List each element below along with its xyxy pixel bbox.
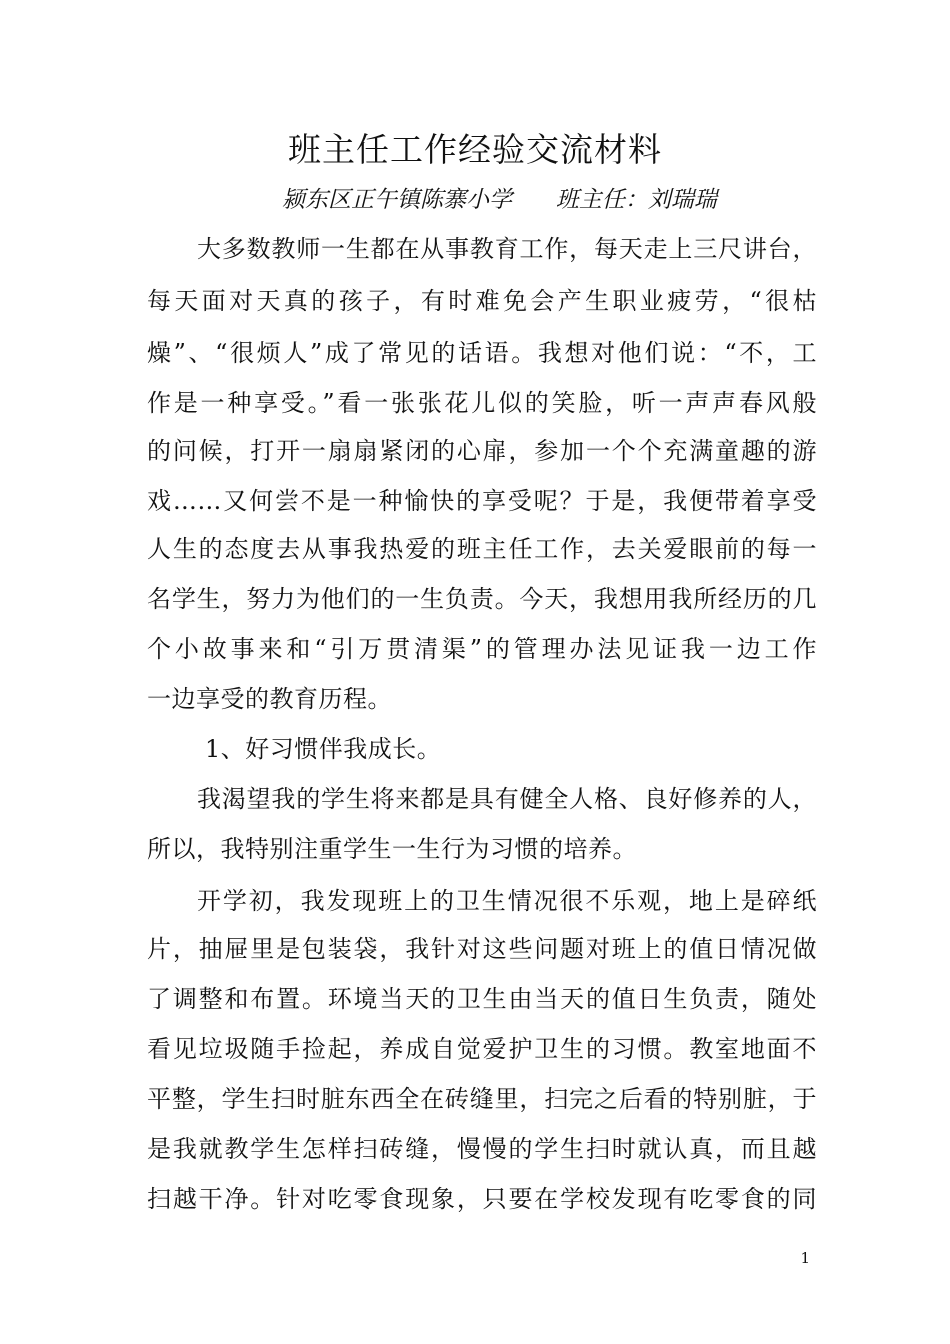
text-line: 所以，我特别注重学生一生行为习惯的培养。 bbox=[147, 835, 637, 863]
text-line: 名学生，努力为他们的一生负责。今天，我想用我所经历的几 bbox=[147, 585, 817, 613]
text-line: 大多数教师一生都在从事教育工作，每天走上三尺讲台， bbox=[197, 235, 817, 263]
document-title: 班主任工作经验交流材料 bbox=[288, 130, 662, 169]
text-line: 每天面对天真的孩子，有时难免会产生职业疲劳，“很枯 bbox=[147, 287, 817, 315]
text-line: 个小故事来和“引万贯清渠”的管理办法见证我一边工作 bbox=[147, 635, 817, 663]
text-line: 燥”、“很烦人”成了常见的话语。我想对他们说：“不，工 bbox=[147, 339, 817, 367]
text-line: 作是一种享受。”看一张张花儿似的笑脸，听一声声春风般 bbox=[147, 389, 817, 417]
text-line: 戏……又何尝不是一种愉快的享受呢？于是，我便带着享受 bbox=[147, 487, 817, 515]
text-line: 了调整和布置。环境当天的卫生由当天的值日生负责，随处 bbox=[147, 985, 817, 1013]
text-line: 是我就教学生怎样扫砖缝，慢慢的学生扫时就认真，而且越 bbox=[147, 1135, 817, 1163]
text-line: 扫越干净。针对吃零食现象，只要在学校发现有吃零食的同 bbox=[147, 1185, 817, 1213]
text-line: 片，抽屉里是包装袋，我针对这些问题对班上的值日情况做 bbox=[147, 935, 817, 963]
author-byline: 颍东区正午镇陈寨小学 班主任：刘瑞瑞 bbox=[282, 187, 717, 213]
text-line: 一边享受的教育历程。 bbox=[147, 685, 392, 713]
text-line: 人生的态度去从事我热爱的班主任工作，去关爱眼前的每一 bbox=[147, 535, 817, 563]
text-line: 我渴望我的学生将来都是具有健全人格、良好修养的人， bbox=[197, 785, 817, 813]
text-line: 平整，学生扫时脏东西全在砖缝里，扫完之后看的特别脏，于 bbox=[147, 1085, 817, 1113]
text-line: 开学初，我发现班上的卫生情况很不乐观，地上是碎纸 bbox=[197, 887, 817, 915]
text-line: 看见垃圾随手捡起，养成自觉爱护卫生的习惯。教室地面不 bbox=[147, 1035, 817, 1063]
text-line: 的问候，打开一扇扇紧闭的心扉，参加一个个充满童趣的游 bbox=[147, 437, 817, 465]
section-heading: 1、好习惯伴我成长。 bbox=[205, 735, 442, 763]
page-number: 1 bbox=[800, 1249, 810, 1267]
